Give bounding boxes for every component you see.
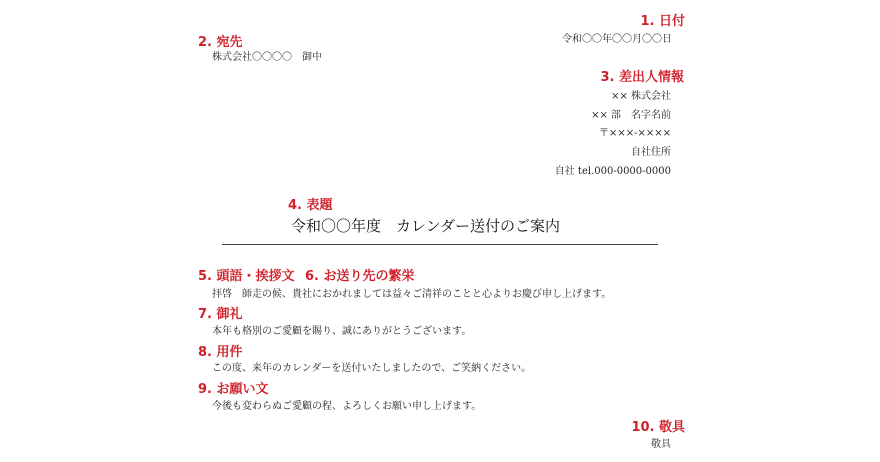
prosperity-heading: 6. お送り先の繁栄 xyxy=(305,269,415,284)
addressee-value: 株式会社〇〇〇〇 御中 xyxy=(212,52,322,63)
closing-text: 敬具 xyxy=(651,439,671,450)
business-text: この度、来年のカレンダーを送付いたしましたので、ご笑納ください。 xyxy=(212,363,532,374)
sender-company: ×× 株式会社 xyxy=(611,91,671,102)
request-heading: 9. お願い文 xyxy=(198,382,269,397)
thanks-text: 本年も格別のご愛顧を賜り、誠にありがとうございます。 xyxy=(212,326,472,337)
business-heading: 8. 用件 xyxy=(198,345,243,360)
sender-heading: 3. 差出人情報 xyxy=(600,70,684,85)
closing-heading: 10. 敬具 xyxy=(631,420,685,435)
sender-postal-code: 〒×××-×××× xyxy=(598,128,671,139)
document-title: 令和〇〇年度 カレンダー送付のご案内 xyxy=(291,217,561,235)
addressee-heading: 2. 宛先 xyxy=(198,35,243,50)
title-heading: 4. 表題 xyxy=(288,198,333,213)
request-text: 今後も変わらぬご愛顧の程、よろしくお願い申し上げます。 xyxy=(212,401,482,412)
sender-phone: 自社 tel.000-0000-0000 xyxy=(554,166,671,177)
title-underline xyxy=(222,244,658,245)
sender-department: ×× 部 名字名前 xyxy=(591,110,671,121)
date-value: 令和〇〇年〇〇月〇〇日 xyxy=(562,34,672,45)
greeting-heading: 5. 頭語・挨拶文 xyxy=(198,269,295,284)
thanks-heading: 7. 御礼 xyxy=(198,307,243,322)
date-heading: 1. 日付 xyxy=(640,14,685,29)
sender-address: 自社住所 xyxy=(631,147,671,158)
greeting-text: 拝啓 師走の候、貴社におかれましては益々ご清祥のことと心よりお慶び申し上げます。 xyxy=(212,289,612,300)
